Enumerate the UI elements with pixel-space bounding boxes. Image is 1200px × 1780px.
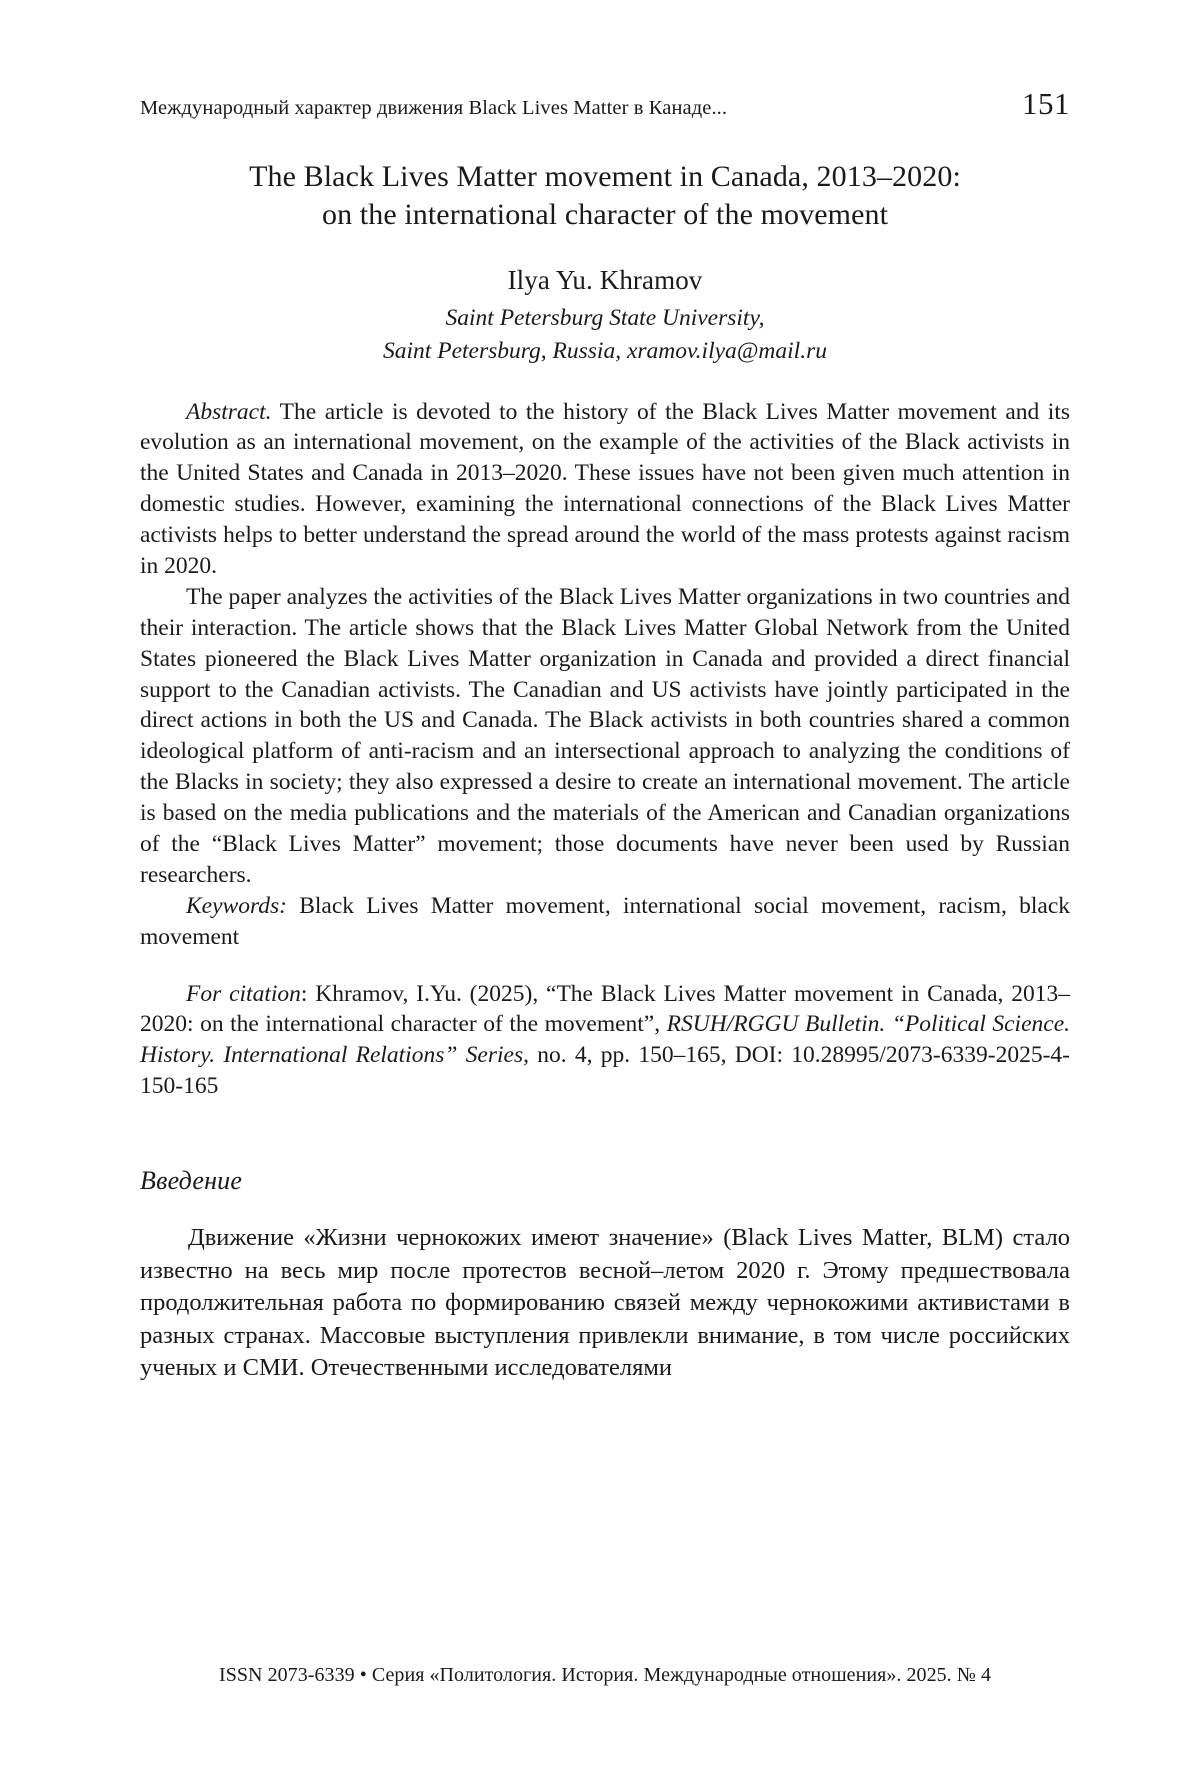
abstract-section [140,397,1070,891]
introduction-body [140,1222,1070,1385]
citation-section [140,979,1070,1103]
page-footer: ISSN 2073-6339 • Серия «Политология. История. Международные отношения». 2025. № 4 [218,1664,992,1686]
abstract-paragraph-1 [140,397,1070,582]
abstract-label: Abstract. [186,398,272,425]
citation-paragraph [140,979,1070,1103]
article-title [140,158,1070,235]
keywords-text: Black Lives Matter movement, international social movement, racism, black movement [140,892,1070,950]
abstract-text-1: The article is devoted to the history of the Black Lives Matter movement and its evolution as an international movement, on the example of the activities of the Black activists in the United States and Canada in 2013–2020. These issues have not been given much attention in domestic studies. However, examining the international connections of the Black Lives Matter activists helps to better understand the spread around the world of the mass protests against racism in 2020. [140,398,1070,579]
keywords-section [140,891,1070,953]
affiliation-line-2: Saint Petersburg, Russia, xramov.ilya@mail.ru [383,338,827,365]
article-title-line-2: on the international character of the movement [321,198,889,232]
running-head [140,86,1070,122]
keywords-label: Keywords: [186,892,287,919]
author-affiliation [140,302,1070,369]
citation-journal: RSUH/RGGU Bulletin. “Political Science. History. International Relations” Series [140,1011,1071,1069]
running-head-title: Международный характер движения Black Lives Matter в Канаде... [140,97,728,119]
page-number: 151 [1022,86,1070,121]
introduction-paragraph-1: Движение «Жизни чернокожих имеют значение» (Black Lives Matter, BLM) стало известно на весь мир после протестов весной–летом 2020 г. Этому предшествовала продолжительная работа по формированию связей между чернокожими активистами в разных странах. Массовые выступления привлекли внимание, в том числе российских ученых и СМИ. Отечественными исследователями [140,1224,1070,1382]
citation-label: For citation [186,980,301,1007]
abstract-paragraph-2: The paper analyzes the activities of the Black Lives Matter organizations in two countries and their interaction. The article shows that the Black Lives Matter Global Network from the United States pioneered the Black Lives Matter organization in Canada and provided a direct financial support to the Canadian activists. The Canadian and US activists have jointly participated in the direct actions in both the US and Canada. The Black activists in both countries shared a common ideological platform of anti-racism and an intersectional approach to analyzing the conditions of the Blacks in society; they also expressed a desire to create an international movement. The article is based on the media publications and the materials of the American and Canadian organizations of the “Black Lives Matter” movement; those documents have never been used by Russian researchers. [140,583,1070,888]
author-name: Ilya Yu. Khramov [507,264,703,295]
article-title-line-1: The Black Lives Matter movement in Canada, 2013–2020: [249,160,961,193]
affiliation-line-1: Saint Petersburg State University, [445,304,765,331]
citation-text-2: , no. 4, pp. 150–165, DOI: 10.28995/2073-6339-2025-4-150-165 [140,1042,1070,1100]
page-content [140,0,1070,1385]
section-heading-introduction: Введение [140,1166,243,1196]
keywords-paragraph [140,891,1070,953]
citation-text-1: : Khramov, I.Yu. (2025), “The Black Lives Matter movement in Canada, 2013–2020: on the international character of the movement”, [140,980,1070,1038]
